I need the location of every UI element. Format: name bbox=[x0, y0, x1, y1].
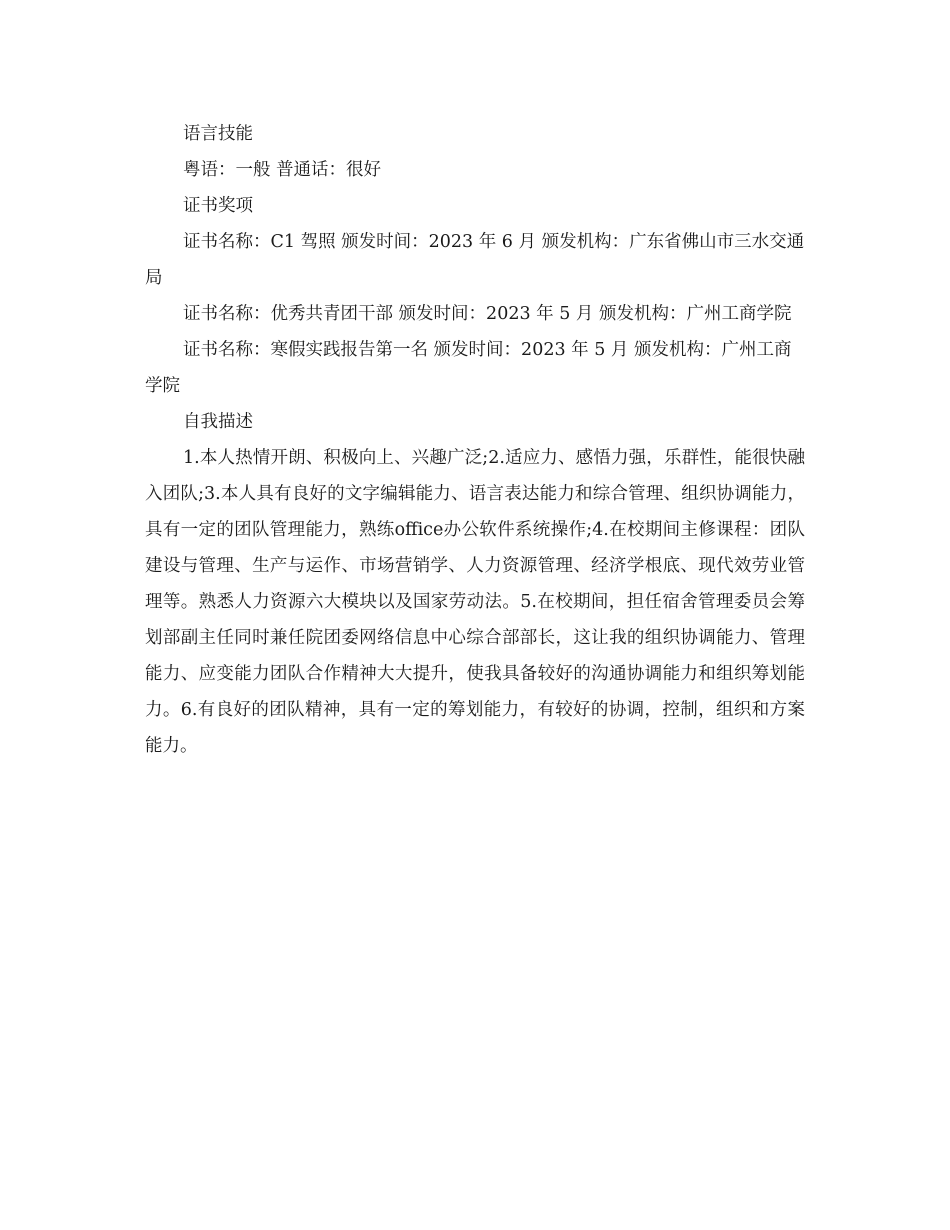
language-skills-detail: 粤语：一般 普通话：很好 bbox=[183, 160, 382, 180]
language-skills-heading: 语言技能 bbox=[183, 124, 253, 144]
certificate-item: 证书名称：优秀共青团干部 颁发时间：2023 年 5 月 颁发机构：广州工商学院 bbox=[183, 304, 792, 324]
self-description-heading: 自我描述 bbox=[183, 412, 253, 432]
resume-content bbox=[145, 116, 805, 764]
self-description-body: 1.本人热情开朗、积极向上、兴趣广泛;2.适应力、感悟力强，乐群性，能很快融入团队;3.本人具有良好的文字编辑能力、语言表达能力和综合管理、组织协调能力，具有一定的团队管理能力，熟练office办公软件系统操作;4.在校期间主修课程：团队建设与管理、生产与运作、市场营销学、人力资源管理、经济学根底、现代效劳业管理等。熟悉人力资源六大模块以及国家劳动法。5.在校期间，担任宿舍管理委员会筹划部副主任同时兼任院团委网络信息中心综合部部长，这让我的组织协调能力、管理能力、应变能力团队合作精神大大提升，使我具备较好的沟通协调能力和组织筹划能力。6.有良好的团队精神，具有一定的筹划能力，有较好的协调，控制，组织和方案能力。 bbox=[145, 448, 805, 756]
certificate-item: 证书名称：寒假实践报告第一名 颁发时间：2023 年 5 月 颁发机构：广州工商学院 bbox=[145, 340, 792, 396]
certificate-item: 证书名称：C1 驾照 颁发时间：2023 年 6 月 颁发机构：广东省佛山市三水交通局 bbox=[145, 232, 805, 288]
certificates-heading: 证书奖项 bbox=[183, 196, 253, 216]
